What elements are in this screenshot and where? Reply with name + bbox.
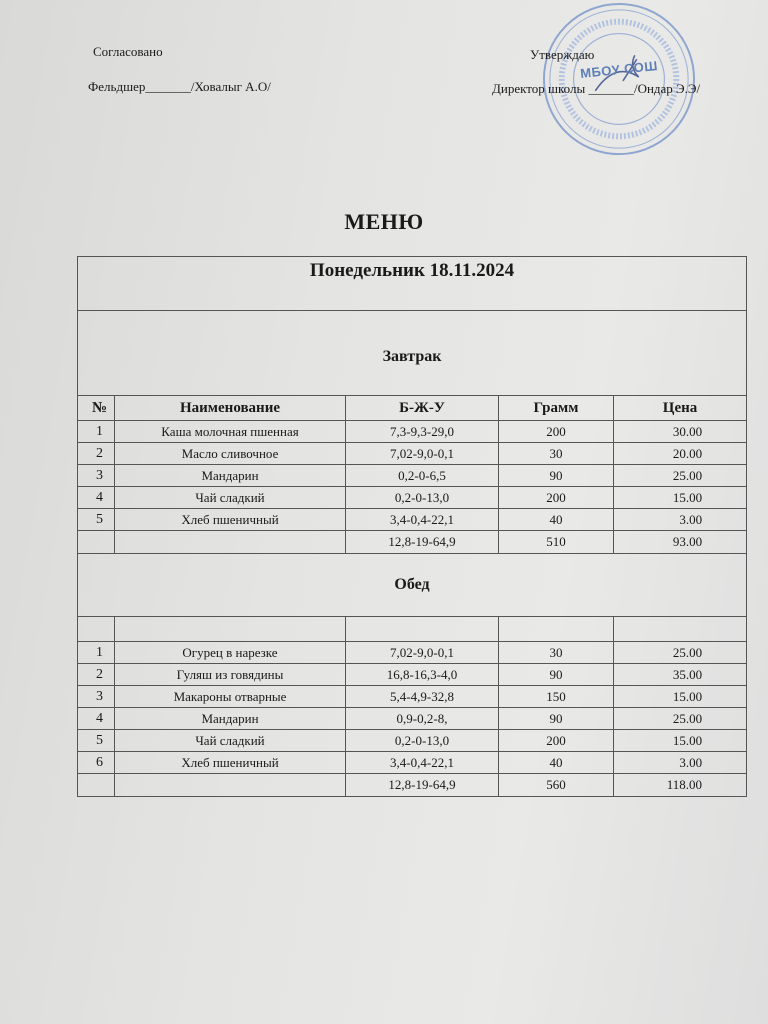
dish-price: 25.00 bbox=[614, 642, 747, 664]
dish-gram: 90 bbox=[499, 708, 614, 730]
column-header-name: Наименование bbox=[115, 396, 346, 421]
school-stamp bbox=[540, 0, 698, 158]
lunch-total-row bbox=[78, 774, 747, 797]
dish-bju: 5,4-4,9-32,8 bbox=[346, 686, 499, 708]
blank-cell bbox=[78, 617, 115, 642]
row-number: 5 bbox=[78, 509, 115, 531]
dish-gram: 200 bbox=[499, 421, 614, 443]
lunch-blank-row bbox=[78, 617, 747, 642]
blank-cell bbox=[115, 617, 346, 642]
row-number: 5 bbox=[78, 730, 115, 752]
column-header-bju: Б-Ж-У bbox=[346, 396, 499, 421]
lunch-total-gram: 560 bbox=[499, 774, 614, 797]
breakfast-rows bbox=[78, 421, 747, 531]
row-number: 1 bbox=[78, 421, 115, 443]
dish-bju: 3,4-0,4-22,1 bbox=[346, 509, 499, 531]
dish-bju: 0,9-0,2-8, bbox=[346, 708, 499, 730]
dish-gram: 200 bbox=[499, 487, 614, 509]
dish-gram: 90 bbox=[499, 664, 614, 686]
menu-row bbox=[78, 730, 747, 752]
menu-row bbox=[78, 708, 747, 730]
dish-name: Гуляш из говядины bbox=[115, 664, 346, 686]
breakfast-total-price: 93.00 bbox=[614, 531, 747, 554]
row-number: 4 bbox=[78, 708, 115, 730]
approval-left-heading: Согласовано bbox=[93, 44, 163, 59]
dish-bju: 0,2-0-13,0 bbox=[346, 730, 499, 752]
dish-bju: 7,02-9,0-0,1 bbox=[346, 443, 499, 465]
day-heading: Понедельник 18.11.2024 bbox=[78, 257, 747, 311]
dish-price: 25.00 bbox=[614, 465, 747, 487]
column-header-price: Цена bbox=[614, 396, 747, 421]
dish-bju: 7,02-9,0-0,1 bbox=[346, 642, 499, 664]
dish-price: 35.00 bbox=[614, 664, 747, 686]
dish-name: Масло сливочное bbox=[115, 443, 346, 465]
dish-price: 15.00 bbox=[614, 487, 747, 509]
row-number: 3 bbox=[78, 686, 115, 708]
row-number: 6 bbox=[78, 752, 115, 774]
dish-gram: 30 bbox=[499, 443, 614, 465]
approval-left-signature: Фельдшер_______/Ховалыг А.О/ bbox=[88, 79, 271, 94]
dish-gram: 30 bbox=[499, 642, 614, 664]
dish-bju: 0,2-0-13,0 bbox=[346, 487, 499, 509]
dish-price: 3.00 bbox=[614, 752, 747, 774]
dish-bju: 3,4-0,4-22,1 bbox=[346, 752, 499, 774]
dish-gram: 40 bbox=[499, 752, 614, 774]
lunch-section-row bbox=[78, 554, 747, 617]
dish-name: Мандарин bbox=[115, 465, 346, 487]
dish-name: Макароны отварные bbox=[115, 686, 346, 708]
menu-row bbox=[78, 664, 747, 686]
stamp-label: МБОУ СОШ bbox=[579, 57, 659, 82]
approval-right-signature: Директор школы _______/Ондар Э.Э/ bbox=[492, 81, 701, 96]
column-header-number: № bbox=[78, 396, 115, 421]
approval-right-heading: Утверждаю bbox=[530, 47, 595, 62]
dish-price: 3.00 bbox=[614, 509, 747, 531]
dish-name: Хлеб пшеничный bbox=[115, 509, 346, 531]
menu-row bbox=[78, 752, 747, 774]
row-number: 2 bbox=[78, 664, 115, 686]
total-empty-cell bbox=[78, 774, 115, 797]
menu-row bbox=[78, 421, 747, 443]
dish-gram: 150 bbox=[499, 686, 614, 708]
menu-row bbox=[78, 686, 747, 708]
lunch-heading: Обед bbox=[78, 554, 747, 617]
dish-price: 15.00 bbox=[614, 730, 747, 752]
row-number: 4 bbox=[78, 487, 115, 509]
dish-price: 25.00 bbox=[614, 708, 747, 730]
dish-name: Чай сладкий bbox=[115, 487, 346, 509]
dish-name: Каша молочная пшенная bbox=[115, 421, 346, 443]
dish-gram: 200 bbox=[499, 730, 614, 752]
dish-bju: 16,8-16,3-4,0 bbox=[346, 664, 499, 686]
total-empty-cell bbox=[115, 531, 346, 554]
breakfast-total-row bbox=[78, 531, 747, 554]
breakfast-section-row bbox=[78, 311, 747, 396]
menu-row bbox=[78, 509, 747, 531]
dish-gram: 40 bbox=[499, 509, 614, 531]
dish-price: 20.00 bbox=[614, 443, 747, 465]
breakfast-total-bju: 12,8-19-64,9 bbox=[346, 531, 499, 554]
dish-name: Мандарин bbox=[115, 708, 346, 730]
menu-row bbox=[78, 465, 747, 487]
day-row bbox=[78, 257, 747, 311]
row-number: 1 bbox=[78, 642, 115, 664]
blank-cell bbox=[346, 617, 499, 642]
dish-gram: 90 bbox=[499, 465, 614, 487]
total-empty-cell bbox=[115, 774, 346, 797]
menu-row bbox=[78, 487, 747, 509]
total-empty-cell bbox=[78, 531, 115, 554]
menu-row bbox=[78, 642, 747, 664]
dish-price: 30.00 bbox=[614, 421, 747, 443]
dish-bju: 0,2-0-6,5 bbox=[346, 465, 499, 487]
lunch-total-price: 118.00 bbox=[614, 774, 747, 797]
header-row bbox=[78, 396, 747, 421]
row-number: 3 bbox=[78, 465, 115, 487]
breakfast-heading: Завтрак bbox=[78, 311, 747, 396]
blank-cell bbox=[614, 617, 747, 642]
dish-name: Хлеб пшеничный bbox=[115, 752, 346, 774]
lunch-rows bbox=[78, 642, 747, 774]
menu-row bbox=[78, 443, 747, 465]
dish-name: Чай сладкий bbox=[115, 730, 346, 752]
page-title: МЕНЮ bbox=[344, 209, 424, 234]
column-header-gram: Грамм bbox=[499, 396, 614, 421]
row-number: 2 bbox=[78, 443, 115, 465]
menu-table bbox=[77, 256, 747, 797]
blank-cell bbox=[499, 617, 614, 642]
dish-name: Огурец в нарезке bbox=[115, 642, 346, 664]
lunch-total-bju: 12,8-19-64,9 bbox=[346, 774, 499, 797]
breakfast-total-gram: 510 bbox=[499, 531, 614, 554]
dish-price: 15.00 bbox=[614, 686, 747, 708]
dish-bju: 7,3-9,3-29,0 bbox=[346, 421, 499, 443]
